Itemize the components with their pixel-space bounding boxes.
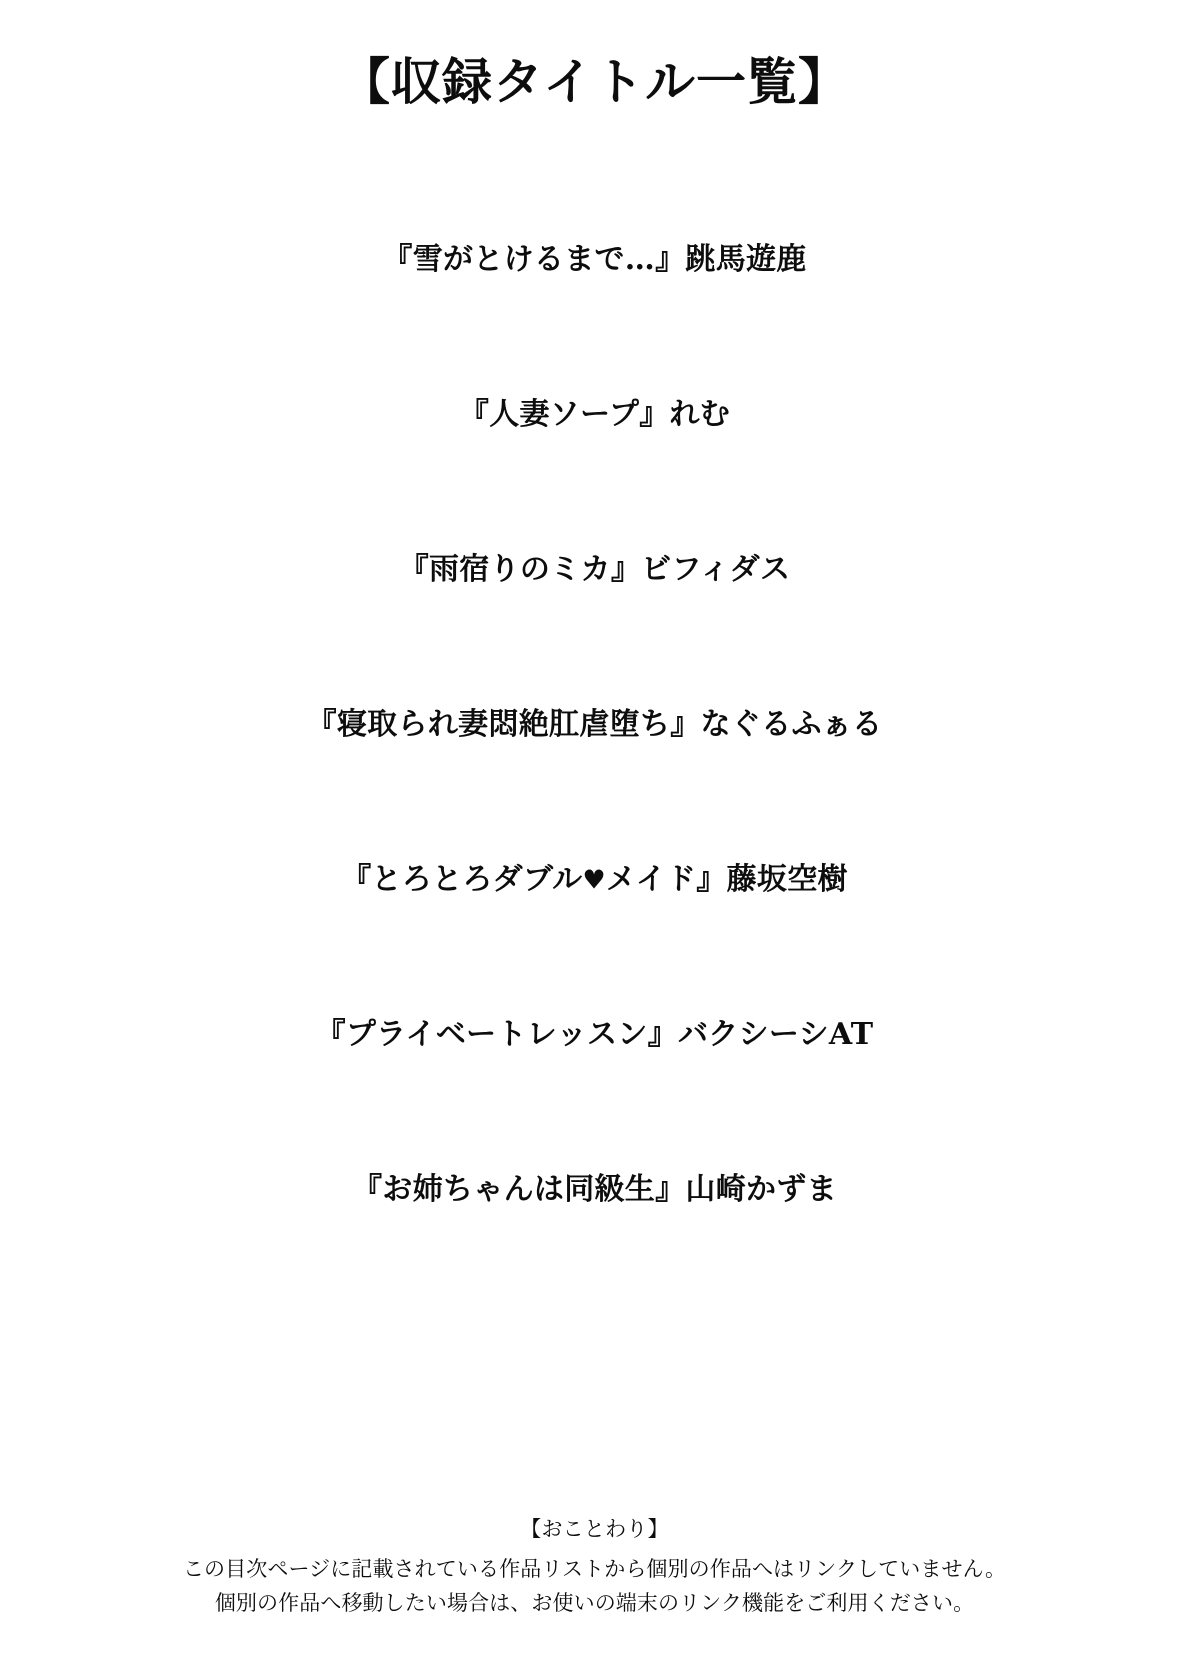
- notice-line-2: 個別の作品へ移動したい場合は、お使いの端末のリンク機能をご利用ください。: [214, 1590, 975, 1615]
- entry-title: 『寝取られ妻悶絶肛虐堕ち』: [306, 707, 701, 742]
- notice-line-1: この目次ページに記載されている作品リストから個別の作品へはリンクしていません。: [182, 1556, 1007, 1581]
- list-item: [399, 550, 791, 589]
- entry-title-part1: 『とろとろダブル: [341, 862, 583, 897]
- notice-heading: 【おことわり】: [520, 1517, 669, 1542]
- entry-author: れむ: [669, 397, 731, 432]
- toc-list: [0, 240, 1189, 1209]
- entry-title-part2: メイド』: [606, 862, 727, 897]
- entry-author: なぐるふぁる: [700, 707, 883, 742]
- entry-title: 『雨宿りのミカ』: [398, 552, 642, 587]
- entry-title: 『プライベートレッスン』: [315, 1017, 678, 1052]
- entry-author: バクシーシAT: [677, 1017, 874, 1052]
- entry-author: 藤坂空樹: [726, 862, 848, 897]
- heart-icon: ♥: [582, 865, 606, 896]
- list-item: [307, 705, 883, 744]
- list-item: [459, 395, 730, 434]
- entry-author: 跳馬遊鹿: [685, 242, 807, 277]
- entry-title: 『雪がとけるまで…』: [382, 242, 686, 277]
- page-title: 【収録タイトル一覧】: [340, 52, 849, 111]
- list-item: [352, 1170, 837, 1209]
- notice-block: [0, 1514, 1189, 1620]
- list-item: [316, 1015, 874, 1054]
- entry-author: 山崎かずま: [685, 1172, 837, 1207]
- entry-title: 『人妻ソープ』: [458, 397, 670, 432]
- entry-author: ビフィダス: [641, 552, 791, 587]
- entry-title: 『お姉ちゃんは同級生』: [352, 1172, 686, 1207]
- list-item: [382, 240, 806, 279]
- list-item: [341, 860, 848, 899]
